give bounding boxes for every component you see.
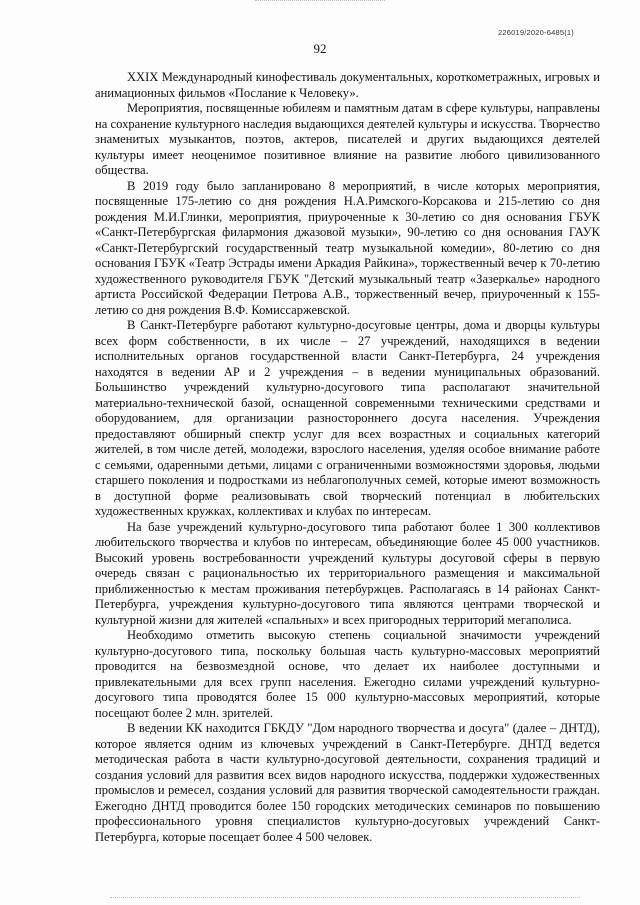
paragraph-social-significance: Необходимо отметить высокую степень социальной значимости учреждений культурно-досугового типа, поскольку большая часть культурно-массовых мероприятий проводится на безвозмездной основе, что делает их наиболее доступными и привлекательными для всех групп населения. Ежегодно силами учреждений культурно-досугового типа проводятся более 15 000 культурно-массовых мероприятий, которые посещают более 2 млн. зрителей.: [95, 628, 600, 720]
paragraph-amateur-groups: На базе учреждений культурно-досугового типа работают более 1 300 коллективов любительского творчества и клубов по интересам, объединяющие более 45 000 участников. Высокий уровень востребованности учреждений культуры досуговой сферы в первую очередь связан с рациональностью их территориального размещения и максимальной приближенностью к местам проживания петербуржцев. Располагаясь в 14 районах Санкт-Петербурга, учреждения культурно-досугового типа являются центрами творческой и культурной жизни для жителей «спальных» и всех пригородных территорий мегаполиса.: [95, 519, 600, 627]
paragraph-dntd: В ведении КК находится ГБКДУ "Дом народного творчества и досуга" (далее – ДНТД), которое является одним из ключевых учреждений в Санкт-Петербурге. ДНТД ведется методическая работа в части культурно-досуговой деятельности, сохранения традиций и создания условий для развития всех видов народного искусства, поддержки художественных промыслов и ремесел, создания условий для развития творческой самодеятельности граждан. Ежегодно ДНТД проводится более 150 городских методических семинаров по повышению профессионального уровня специалистов культурно-досуговых учреждений Санкт-Петербурга, которые посещает более 4 500 человек.: [95, 721, 600, 844]
paragraph-2019-events: В 2019 году было запланировано 8 мероприятий, в числе которых мероприятия, посвященные 175-летию со дня рождения Н.А.Римского-Корсакова и 215-летию со дня рождения М.И.Глинки, мероприятия, приуроченные к 30-летию со дня основания ГБУК «Санкт-Петербургская филармония джазовой музыки», 90-летию со дня основания ГАУК «Санкт-Петербургский государственный театр музыкальной комедии», 80-летию со дня основания ГБУК «Театр Эстрады имени Аркадия Райкина», торжественный вечер к 70-летию художественного руководителя ГБУК "Детский музыкальный театр «Зазеркалье» народного артиста Российской Федерации Петрова А.В., торжественный вечер, приуроченный к 155-летию со дня рождения В.Ф. Комиссаржевской.: [95, 178, 600, 317]
paragraph-cultural-centers: В Санкт-Петербурге работают культурно-досуговые центры, дома и дворцы культуры всех форм собственности, в их числе – 27 учреждений, находящихся в ведении исполнительных органов государственной власти Санкт-Петербурга, 24 учреждения находятся в ведении АР и 2 учреждения – в ведении муниципальных образований. Большинство учреждений культурно-досугового типа располагают значительной материально-технической базой, оснащенной современными техническими средствами и оборудованием, для организации разностороннего досуга населения. Учреждения предоставляют обширный спектр услуг для всех возрастных и социальных категорий жителей, в том числе детей, молодежи, взрослого населения, уделяя особое внимание работе с семьями, одаренными детьми, лицами с ограниченными возможностями здоровья, людьми старшего поколения и подростками из неблагополучных семей, которые имеют возможность в доступной форме реализовывать свой творческий потенциал в любительских художественных кружках, коллективах и клубах по интересам.: [95, 318, 600, 518]
document-registration-number: 226019/2020-6485(1): [498, 28, 574, 37]
top-scan-rule: [255, 0, 385, 2]
paragraph-festival: XXIX Международный кинофестиваль документальных, короткометражных, игровых и анимационных фильмов «Послание к Человеку».: [95, 70, 600, 100]
paragraph-anniversaries: Мероприятия, посвященные юбилеям и памятным датам в сфере культуры, направлены на сохранение культурного наследия выдающихся деятелей культуры и искусства. Творчество знаменитых музыкантов, поэтов, актеров, писателей и других выдающихся деятелей культуры имеет неоценимое позитивное влияние на развитие любого цивилизованного общества.: [95, 101, 600, 177]
page-number: 92: [313, 41, 327, 56]
bottom-scan-rule: [110, 897, 580, 899]
document-body: [95, 70, 600, 845]
